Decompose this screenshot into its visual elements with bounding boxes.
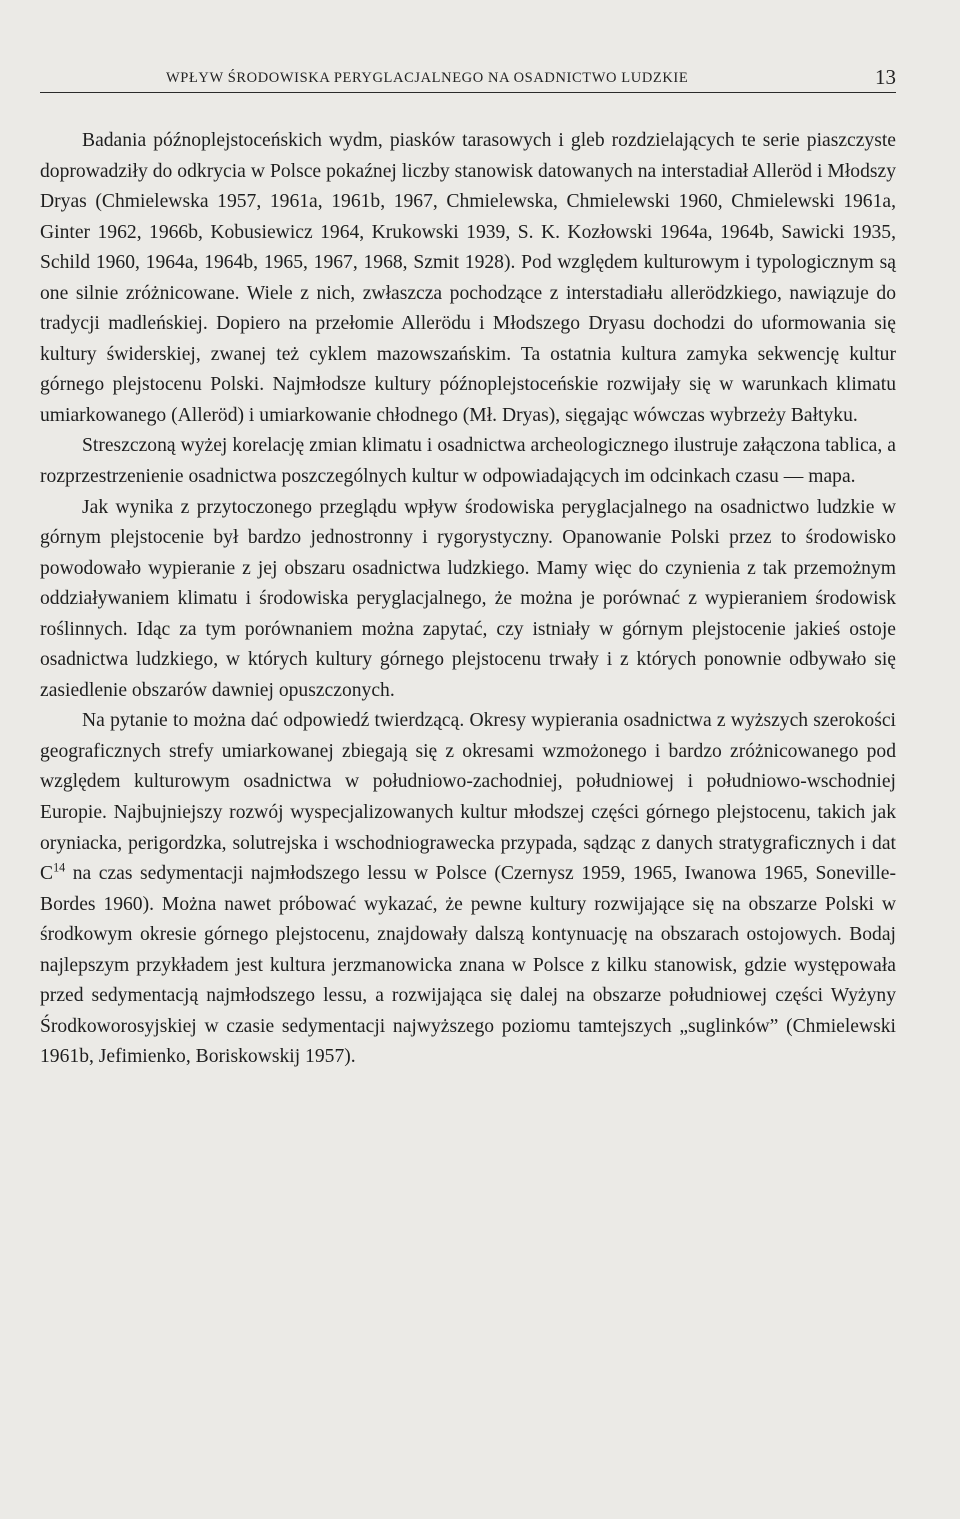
paragraph: Streszczoną wyżej korelację zmian klimatu i osadnictwa archeologicznego ilustruje załączona tablica, a rozprzestrzenienie osadnictwa poszczególnych kultur w odpowiadających im odcinkach czasu — mapa. [40,435,896,488]
paragraph-text: Na pytanie to można dać odpowiedź twierdzącą. Okresy wypierania osadnictwa z wyższych szerokości geograficznych strefy umiarkowanej zbiegają się z okresami wzmożonego i bardzo zróżnicowanego pod względem kulturowym osadnictwa w południowo-zachodniej, południowej i południowo-wschodniej Europie. Najbujniejszy rozwój wyspecjalizowanych kultur młodszej części górnego plejstocenu, takich jak oryniacka, perigordzka, solutrejska i wschodniograwecka przypada, sądząc z danych stratygraficznych i dat C [40,710,896,885]
running-header [40,62,896,93]
paragraph-text: na czas sedymentacji najmłodszego lessu w Polsce (Czernysz 1959, 1965, Iwanowa 1965, Soneville-Bordes 1960). Można nawet próbować wykazać, że pewne kultury rozwijające się na obszarze Polski w środkowym okresie górnego plejstocenu, znajdowały dalszą kontynuację na obszarach ostojowych. Bodaj najlepszym przykładem jest kultura jerzmanowicka znana w Polsce z kilku stanowisk, gdzie występowała przed sedymentacją najmłodszego lessu, a rozwijająca się dalej na obszarze południowej części Wyżyny Środkoworosyjskiej w czasie sedymentacji najwyższego poziomu tamtejszych „suglinków” (Chmielewski 1961b, Jefimienko, Boriskowskij 1957). [40,863,896,1068]
paragraph [40,706,896,1073]
body-text [40,126,896,1073]
paragraph: Jak wynika z przytoczonego przeglądu wpływ środowiska peryglacjalnego na osadnictwo ludzkie w górnym plejstocenie był bardzo jednostronny i rygorystyczny. Opanowanie Polski przez to środowisko powodowało wypieranie z jej obszaru osadnictwa ludzkiego. Mamy więc do czynienia z tak przemożnym oddziaływaniem klimatu i środowiska peryglacjalnego, że można je porównać z wypieraniem środowisk roślinnych. Idąc za tym porównaniem można zapytać, czy istniały w górnym plejstocenie jakieś ostoje osadnictwa ludzkiego, w których kultury górnego plejstocenu trwały i z których ponownie odbywało się zasiedlenie obszarów dawniej opuszczonych. [40,496,896,701]
paragraph: Badania późnoplejstoceńskich wydm, piasków tarasowych i gleb rozdzielających te serie piaszczyste doprowadziły do odkrycia w Polsce pokaźnej liczby stanowisk datowanych na interstadiał Alleröd i Młodszy Dryas (Chmielewska 1957, 1961a, 1961b, 1967, Chmielewska, Chmielewski 1960, Chmielewski 1961a, Ginter 1962, 1966b, Kobusiewicz 1964, Krukowski 1939, S. K. Kozłowski 1964a, 1964b, Sawicki 1935, Schild 1960, 1964a, 1964b, 1965, 1967, 1968, Szmit 1928). Pod względem kulturowym i typologicznym są one silnie zróżnicowane. Wiele z nich, zwłaszcza pochodzące z interstadiału allerödzkiego, nawiązuje do tradycji madleńskiej. Dopiero na przełomie Allerödu i Młodszego Dryasu dochodzi do uformowania się kultury świderskiej, zwanej też cyklem mazowszańskim. Ta ostatnia kultura zamyka sekwencję kultur górnego plejstocenu Polski. Najmłodsze kultury późnoplejstoceńskie rozwijały się w warunkach klimatu umiarkowanego (Alleröd) i umiarkowanie chłodnego (Mł. Dryas), sięgając wówczas wybrzeży Bałtyku. [40,130,896,426]
isotope-superscript: 14 [53,860,66,875]
page-number: 13 [875,65,896,89]
running-title: WPŁYW ŚRODOWISKA PERYGLACJALNEGO NA OSADNICTWO LUDZKIE [166,70,689,86]
